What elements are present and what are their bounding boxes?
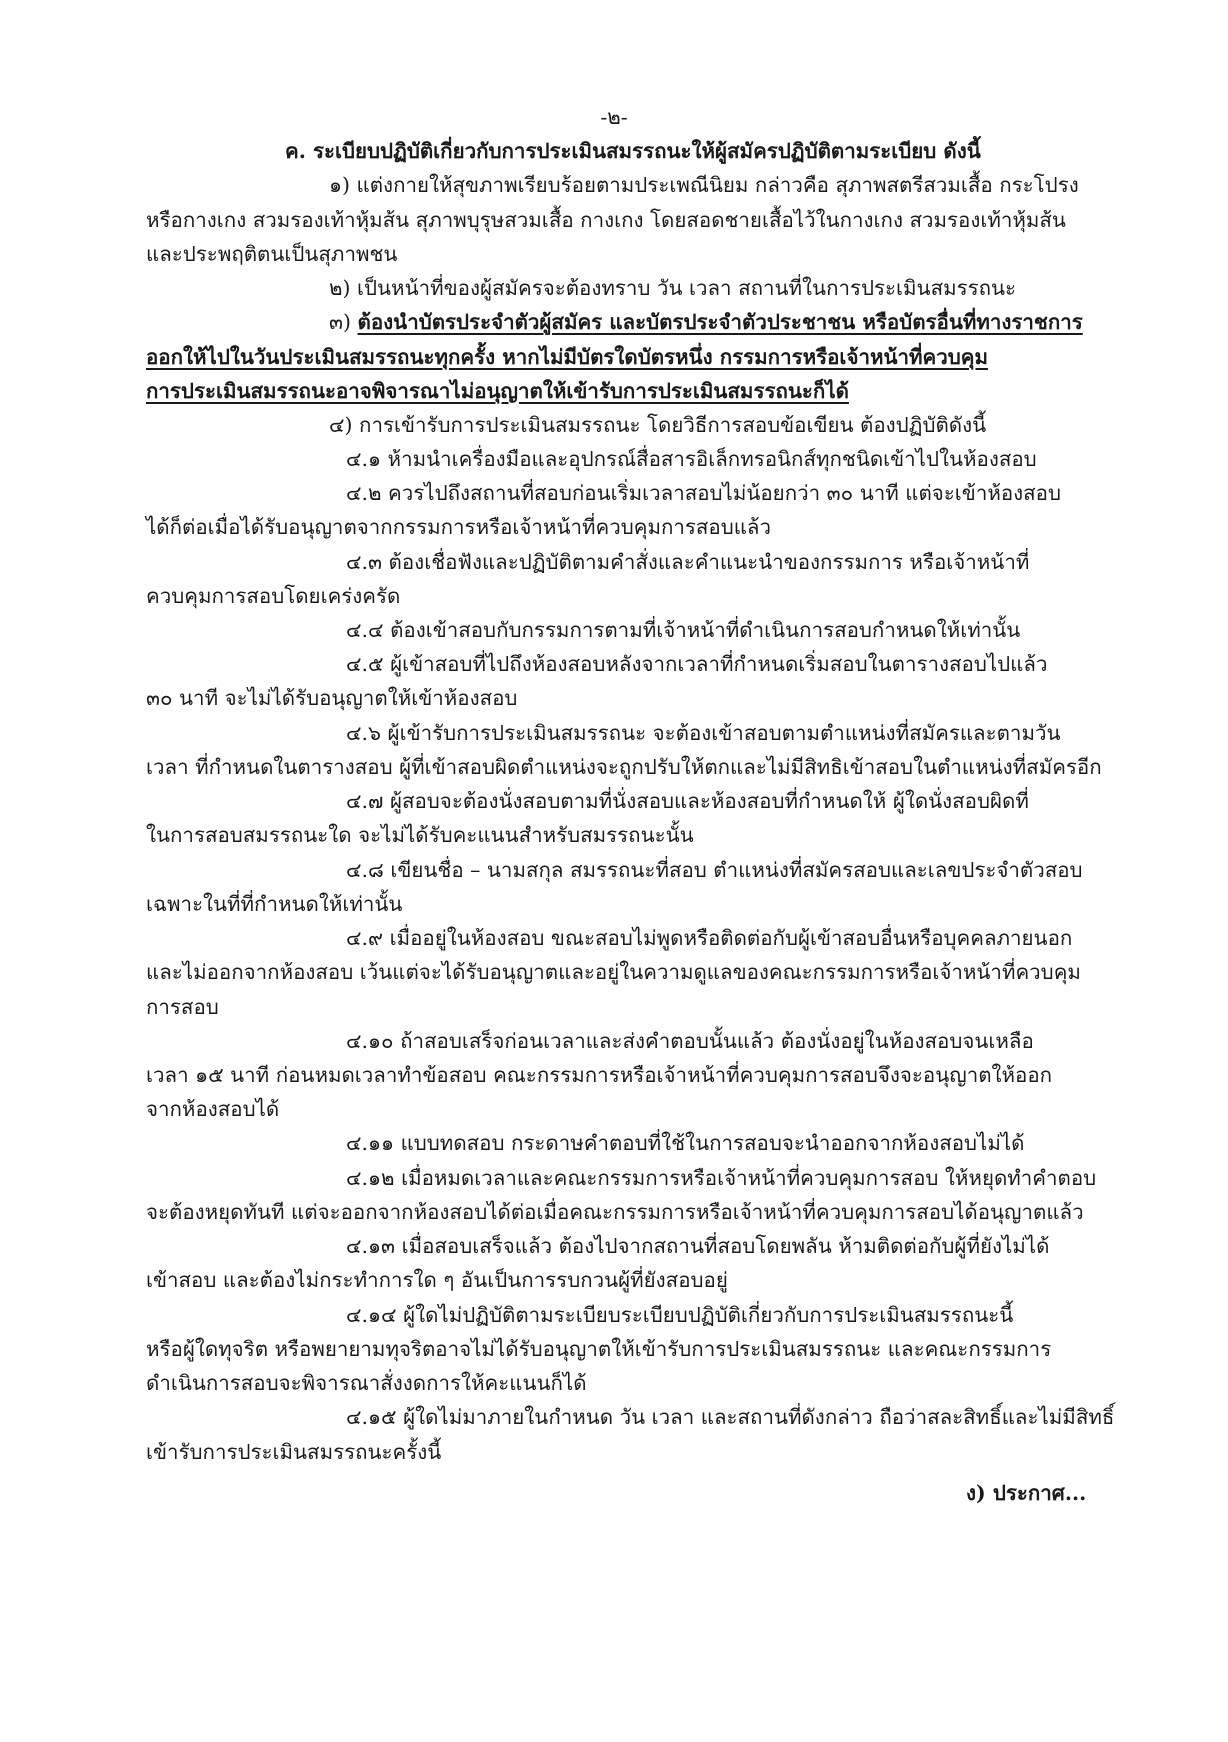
sub-4-13-line-1: ๔.๑๓ เมื่อสอบเสร็จแล้ว ต้องไปจากสถานที่สอบโดยพลัน ห้ามติดต่อกับผู้ที่ยังไม่ได้: [346, 1234, 1050, 1258]
sub-4-10-line-1: ๔.๑๐ ถ้าสอบเสร็จก่อนเวลาและส่งคำตอบนั้นแล้ว ต้องนั่งอยู่ในห้องสอบจนเหลือ: [346, 1029, 1034, 1053]
item-1-line-3: และประพฤติตนเป็นสุภาพชน: [146, 242, 398, 266]
sub-4-8-line-1: ๔.๘ เขียนชื่อ – นามสกุล สมรรถนะที่สอบ ตำแหน่งที่สมัครสอบและเลขประจำตัวสอบ: [346, 858, 1083, 882]
sub-4-5-line-2: ๓๐ นาที จะไม่ได้รับอนุญาตให้เข้าห้องสอบ: [146, 686, 518, 710]
sub-4-3-line-2: ควบคุมการสอบโดยเคร่งครัด: [146, 584, 401, 608]
sub-4-10-line-3: จากห้องสอบได้: [146, 1097, 280, 1121]
item-3-line-2: ออกให้ไปในวันประเมินสมรรถนะทุกครั้ง หากไม่มีบัตรใดบัตรหนึ่ง กรรมการหรือเจ้าหน้าที่ควบคุม: [146, 345, 988, 369]
item-3-line-1: [329, 307, 1083, 337]
section-heading: ค. ระเบียบปฏิบัติเกี่ยวกับการประเมินสมรรถนะให้ผู้สมัครปฏิบัติตามระเบียบ ดังนี้: [285, 139, 981, 163]
sub-4-7-line-2: ในการสอบสมรรถนะใด จะไม่ได้รับคะแนนสำหรับสมรรถนะนั้น: [146, 823, 694, 847]
item-4-line-1: ๔) การเข้ารับการประเมินสมรรถนะ โดยวิธีการสอบข้อเขียน ต้องปฏิบัติดังนี้: [329, 413, 987, 437]
sub-4-7-line-1: ๔.๗ ผู้สอบจะต้องนั่งสอบตามที่นั่งสอบและห้องสอบที่กำหนดให้ ผู้ใดนั่งสอบผิดที่: [346, 789, 1029, 813]
sub-4-6-line-1: ๔.๖ ผู้เข้ารับการประเมินสมรรถนะ จะต้องเข้าสอบตามตำแหน่งที่สมัครและตามวัน: [346, 721, 1061, 745]
sub-4-8-line-2: เฉพาะในที่ที่กำหนดให้เท่านั้น: [146, 892, 403, 916]
sub-4-15-line-1: ๔.๑๕ ผู้ใดไม่มาภายในกำหนด วัน เวลา และสถานที่ดังกล่าว ถือว่าสละสิทธิ์และไม่มีสิทธิ์: [346, 1405, 1115, 1429]
item-3-number: ๓): [329, 310, 352, 334]
item-1-line-2: หรือกางเกง สวมรองเท้าหุ้มส้น สุภาพบุรุษสวมเสื้อ กางเกง โดยสอดชายเสื้อไว้ในกางเกง สวมรองเท้าหุ้มส้น: [146, 208, 1066, 232]
sub-4-1-line-1: ๔.๑ ห้ามนำเครื่องมือและอุปกรณ์สื่อสารอิเล็กทรอนิกส์ทุกชนิดเข้าไปในห้องสอบ: [346, 447, 1037, 471]
sub-4-9-line-1: ๔.๙ เมื่ออยู่ในห้องสอบ ขณะสอบไม่พูดหรือติดต่อกับผู้เข้าสอบอื่นหรือบุคคลภายนอก: [346, 926, 1073, 950]
item-1-line-1: ๑) แต่งกายให้สุขภาพเรียบร้อยตามประเพณีนิยม กล่าวคือ สุภาพสตรีสวมเสื้อ กระโปรง: [329, 173, 1079, 197]
sub-4-14-line-3: ดำเนินการสอบจะพิจารณาสั่งงดการให้คะแนนก็ได้: [146, 1371, 587, 1395]
continuation-text: ง) ประกาศ...: [966, 1481, 1087, 1505]
sub-4-5-line-1: ๔.๕ ผู้เข้าสอบที่ไปถึงห้องสอบหลังจากเวลาที่กำหนดเริ่มสอบในตารางสอบไปแล้ว: [346, 652, 1048, 676]
item-3-text-1: ต้องนำบัตรประจำตัวผู้สมัคร และบัตรประจำตัวประชาชน หรือบัตรอื่นที่ทางราชการ: [357, 310, 1083, 334]
sub-4-2-line-2: ได้ก็ต่อเมื่อได้รับอนุญาตจากกรรมการหรือเจ้าหน้าที่ควบคุมการสอบแล้ว: [146, 515, 772, 539]
sub-4-4-line-1: ๔.๔ ต้องเข้าสอบกับกรรมการตามที่เจ้าหน้าที่ดำเนินการสอบกำหนดให้เท่านั้น: [346, 618, 1021, 642]
sub-4-2-line-1: ๔.๒ ควรไปถึงสถานที่สอบก่อนเริ่มเวลาสอบไม่น้อยกว่า ๓๐ นาที แต่จะเข้าห้องสอบ: [346, 481, 1061, 505]
sub-4-11-line-1: ๔.๑๑ แบบทดสอบ กระดาษคำตอบที่ใช้ในการสอบจะนำออกจากห้องสอบไม่ได้: [346, 1131, 1025, 1155]
sub-4-9-line-2: และไม่ออกจากห้องสอบ เว้นแต่จะได้รับอนุญาตและอยู่ในความดูแลของคณะกรรมการหรือเจ้าหน้าที่ควบคุม: [146, 960, 1081, 984]
sub-4-6-line-2: เวลา ที่กำหนดในตารางสอบ ผู้ที่เข้าสอบผิดตำแหน่งจะถูกปรับให้ตกและไม่มีสิทธิเข้าสอบในตำแหน่งที่สมัครอีก: [146, 755, 1102, 779]
item-3-line-3: การประเมินสมรรถนะอาจพิจารณาไม่อนุญาตให้เข้ารับการประเมินสมรรถนะก็ได้: [146, 379, 849, 403]
sub-4-12-line-2: จะต้องหยุดทันที แต่จะออกจากห้องสอบได้ต่อเมื่อคณะกรรมการหรือเจ้าหน้าที่ควบคุมการสอบได้อนุญาตแล้ว: [146, 1200, 1084, 1224]
sub-4-9-line-3: การสอบ: [146, 995, 219, 1019]
page-number: -๒-: [600, 105, 628, 129]
sub-4-10-line-2: เวลา ๑๕ นาที ก่อนหมดเวลาทำข้อสอบ คณะกรรมการหรือเจ้าหน้าที่ควบคุมการสอบจึงจะอนุญาตให้ออก: [146, 1063, 1053, 1087]
sub-4-14-line-2: หรือผู้ใดทุจริต หรือพยายามทุจริตอาจไม่ได้รับอนุญาตให้เข้ารับการประเมินสมรรถนะ และคณะกรรมการ: [146, 1337, 1052, 1361]
sub-4-3-line-1: ๔.๓ ต้องเชื่อฟังและปฏิบัติตามคำสั่งและคำแนะนำของกรรมการ หรือเจ้าหน้าที่: [346, 550, 1030, 574]
sub-4-14-line-1: ๔.๑๔ ผู้ใดไม่ปฏิบัติตามระเบียบระเบียบปฏิบัติเกี่ยวกับการประเมินสมรรถนะนี้: [346, 1303, 1014, 1327]
sub-4-15-line-2: เข้ารับการประเมินสมรรถนะครั้งนี้: [146, 1440, 442, 1464]
sub-4-13-line-2: เข้าสอบ และต้องไม่กระทำการใด ๆ อันเป็นการรบกวนผู้ที่ยังสอบอยู่: [146, 1268, 728, 1292]
sub-4-12-line-1: ๔.๑๒ เมื่อหมดเวลาและคณะกรรมการหรือเจ้าหน้าที่ควบคุมการสอบ ให้หยุดทำคำตอบ: [346, 1166, 1097, 1190]
item-2-line-1: ๒) เป็นหน้าที่ของผู้สมัครจะต้องทราบ วัน เวลา สถานที่ในการประเมินสมรรถนะ: [329, 276, 1017, 300]
